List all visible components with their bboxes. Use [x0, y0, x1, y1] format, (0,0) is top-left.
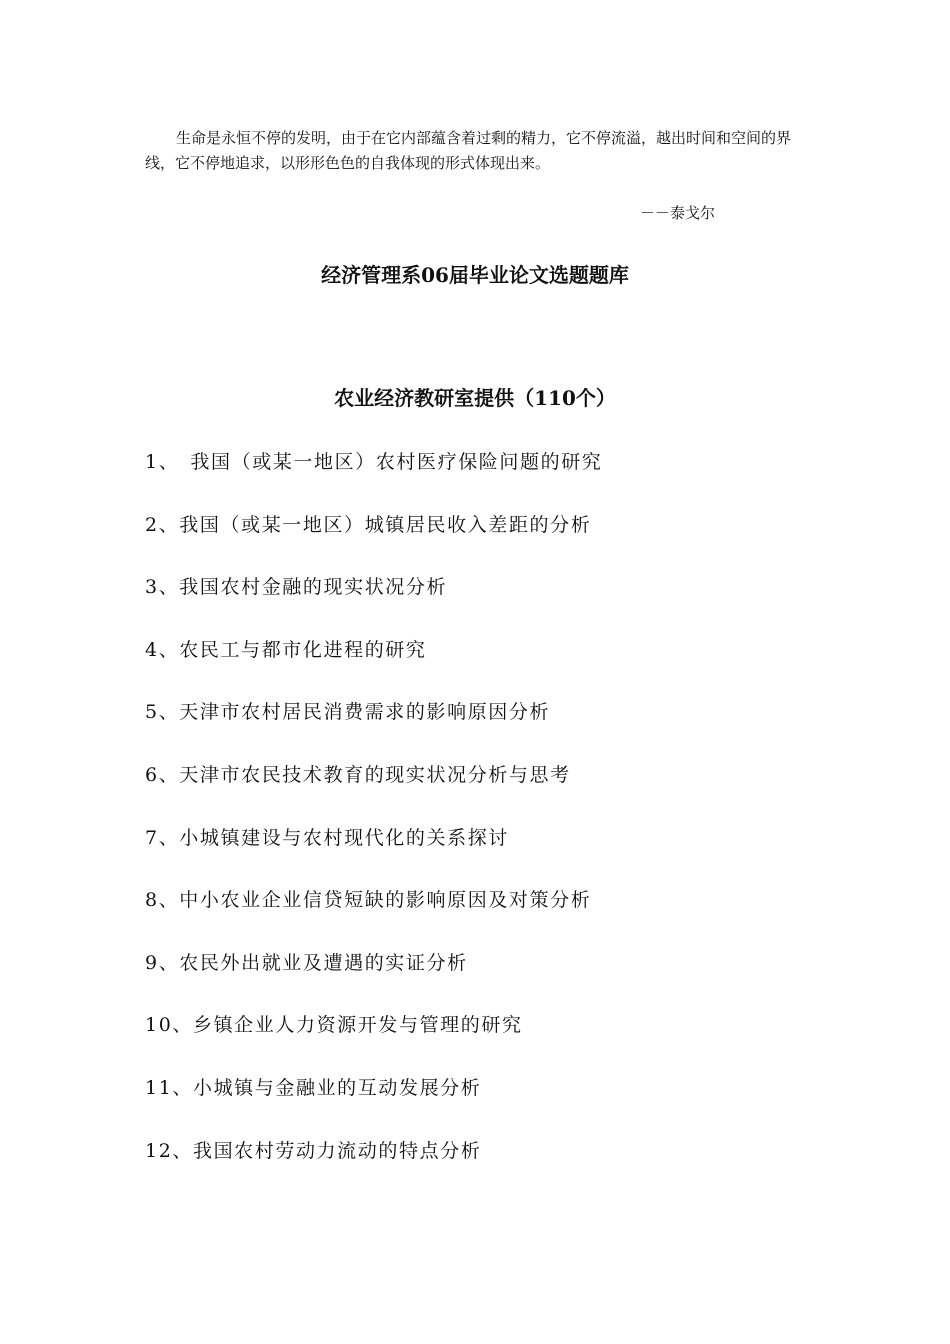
topic-item: 10、乡镇企业人力资源开发与管理的研究 — [145, 1014, 523, 1037]
topic-item: 1、 我国（或某一地区）农村医疗保险问题的研究 — [145, 451, 603, 473]
topic-item: 11、小城镇与金融业的互动发展分析 — [145, 1076, 482, 1099]
topic-item: 7、小城镇建设与农村现代化的关系探讨 — [145, 826, 509, 849]
topic-item: 12、我国农村劳动力流动的特点分析 — [145, 1139, 482, 1162]
section-title: 农业经济教研室提供（110个） — [334, 386, 616, 410]
quote-attribution: －－泰戈尔 — [640, 204, 716, 222]
topic-list — [145, 448, 602, 1199]
topic-item: 2、我国（或某一地区）城镇居民收入差距的分析 — [145, 513, 592, 536]
topic-item: 8、中小农业企业信贷短缺的影响原因及对策分析 — [145, 889, 592, 912]
topic-item: 6、天津市农民技术教育的现实状况分析与思考 — [145, 763, 571, 786]
topic-item: 5、天津市农村居民消费需求的影响原因分析 — [145, 701, 551, 724]
topic-item: 9、农民外出就业及遭遇的实证分析 — [145, 951, 468, 974]
topic-item: 4、农民工与都市化进程的研究 — [145, 638, 427, 661]
topic-item: 3、我国农村金融的现实状况分析 — [145, 576, 448, 599]
epigraph-quote: 生命是永恒不停的发明，由于在它内部蕴含着过剩的精力，它不停流溢，越出时间和空间的界线，它不停地追求，以形形色色的自我体现的形式体现出来。 — [145, 129, 792, 172]
document-title: 经济管理系06届毕业论文选题题库 — [321, 263, 629, 287]
